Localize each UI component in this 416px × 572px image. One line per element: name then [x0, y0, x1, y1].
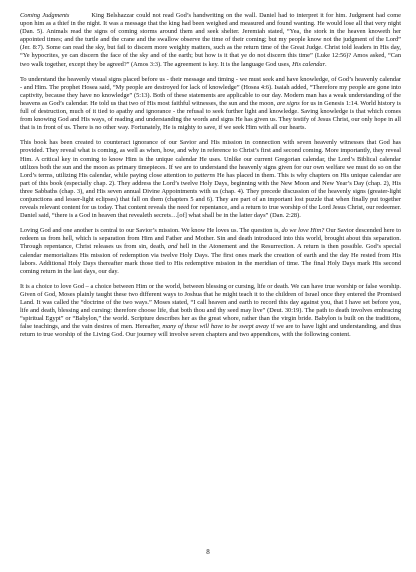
- paragraph-text: hell in the Atonement and the Resurrection. A return is then possible. God’s special calendar memorializes His mission of redemption via twelve Holy Days. The first ones mark the creation of earth and the day He rested from His labors. Additional Holy Days thereafter mark those tied to His redemptive mission in the meridian of time. The final Holy Days mark His second coming return in the last days, our day.: [20, 243, 401, 275]
- emphasis-text: His calendar: [292, 60, 326, 68]
- section-heading: Coming Judgments: [20, 12, 70, 19]
- paragraph-choice: [20, 283, 401, 340]
- emphasis-text: are signs: [276, 99, 300, 107]
- paragraph-text: Our Savior descended here to redeem us from hell, which is separation from Him and Father and Mother. Sin and death introduced into this world, brought about this separation. Through repentance, Christ releases us from sin, death,: [20, 227, 401, 251]
- paragraph-loving-god: [20, 227, 401, 276]
- paragraph-text: .: [325, 60, 327, 68]
- emphasis-text: and: [167, 243, 178, 251]
- paragraph-text: He has placed in them. This is why chapters on His unique calendar are part of this book (especially chap. 2). They address the Lord’s twelve Holy Days, beginning with the New Moon and New Year’s Day (chap. 2), His three Sabbaths (chap. 3), and His seven annual Divine Appointments with us (chap. 4). They precede discussion of the heavenly signs (greater-light conjunctions and lesser-light eclipses) that fall on them (chapters 5 and 6). They are part of an important lost puzzle that when finally put together reveals relevant content for us today. That content reveals the need for repentance, and a return to true worship of the Lord Jesus Christ, our redeemer. Daniel said, “there is a God in heaven that revealeth secrets…[of] what shall be in the latter days” (Dan. 2:28).: [20, 171, 401, 220]
- paragraph-text: This book has been created to counteract ignorance of our Savior and His mission in connection with seven heavenly witnesses that God has provided. They reveal what is coming, as well as when, how, and why in reference to Christ’s first and second coming. More importantly, they reveal Him. A critical key in coming to know Him is the unique calendar He uses. Unlike our current Gregorian calendar, the Lord’s Biblical calendar utilizes both the sun and the moon as primary timepieces. If we are to understand the heavenly signs given for our own welfare we must do so on the Lord’s terms, utilizing His calendar, while paying close attention to: [20, 139, 401, 179]
- emphasis-text: many of these will have to be swept away: [162, 323, 269, 331]
- paragraph-text: for us in Genesis 1:14. World history is full of destruction, much of it tied to apathy and ignorance - the refusal to seek further light and knowledge. Saving knowledge is that which comes from knowing God and His ways, of reading and understanding the words and signs He has given us. They testify of Jesus Christ, our only hope in all that is in front of us. There is no other way. Fortunately, He is mighty to save, if we seek Him with all our hearts.: [20, 99, 402, 132]
- paragraph-text: if we are to have light and understanding, and thus return to true worship of the Living God. Our journey will involve seven chapters and two appendices, with the following content.: [20, 323, 402, 339]
- page-number: 8: [206, 548, 210, 556]
- paragraph-heavenly-signs: [20, 76, 401, 133]
- paragraph-text: King Belshazzar could not read God’s handwriting on the wall. Daniel had to interpret it for him. Judgment had come upon him as a thief in the night. It was a message that the king had been weighed and measured and found wanting. He would lose all that very night (Dan. 5). Animals read the signs of coming storms around them and seek shelter. Jeremiah stated, “Yea, the stork in the heaven knoweth her appointed times; and the turtle and the crane and the swallow observe the time of their coming; but my people know not the judgment of the Lord” (Jer. 8:7). Some can read the sky, but fail to discern more weighty matters, such as the return time of the Great Judge. Christ told leaders in His day, “Ye hypocrites, ye can discern the face of the sky and of the earth; but how is it that ye do not discern this time” (Luke 12:56)? Amos asked, “Can two walk together, except they be agreed?” (Amos 3:3). The agreement is key. It is the language God uses,: [20, 12, 401, 68]
- paragraph-text: Loving God and one another is central to our Savior’s mission. We know He loves us. The question is,: [20, 227, 282, 235]
- paragraph-book-purpose: [20, 139, 401, 220]
- emphasis-text: patterns: [194, 171, 216, 179]
- paragraph-text: To understand the heavenly visual signs placed before us - their message and timing - we must seek and have knowledge, of God’s heavenly calendar - and Him. The prophet Hosea said, “My people are destroyed for lack of knowledge” (Hosea 4:6). Isaiah added, “Therefore my people are gone into captivity, because they have no knowledge” (5:13). Both of these statements are applicable to our day. Modern man has a weak understanding of the heavens as God’s calendar. He told us that two of His most faithful witnesses, the sun and the moon,: [20, 75, 401, 107]
- paragraph-text: It is a choice to love God – a choice between Him or the world, between blessing or cursing, life or death. We can have true worship or false worship. Given of God, Moses plainly taught these two different ways to Joshua that he might teach it to the children of Israel once they entered the Promised Land. It was called the “doctrine of the two ways.” Moses stated, “I call heaven and earth to record this day against you, that I have set before you, life and death, blessing and cursing: therefore choose life, that both thou and thy seed may live” (Deut. 30:19). The path to death involves embracing “spiritual Egypt” or “Babylon,” the world. Scripture describes her as the great whore, rather than the virgin bride. Babylon is built on the traditions, false teachings, and the vain desires of men. Hereafter,: [20, 282, 401, 331]
- emphasis-text: do we love Him?: [281, 227, 325, 235]
- paragraph-coming-judgments: [20, 12, 401, 69]
